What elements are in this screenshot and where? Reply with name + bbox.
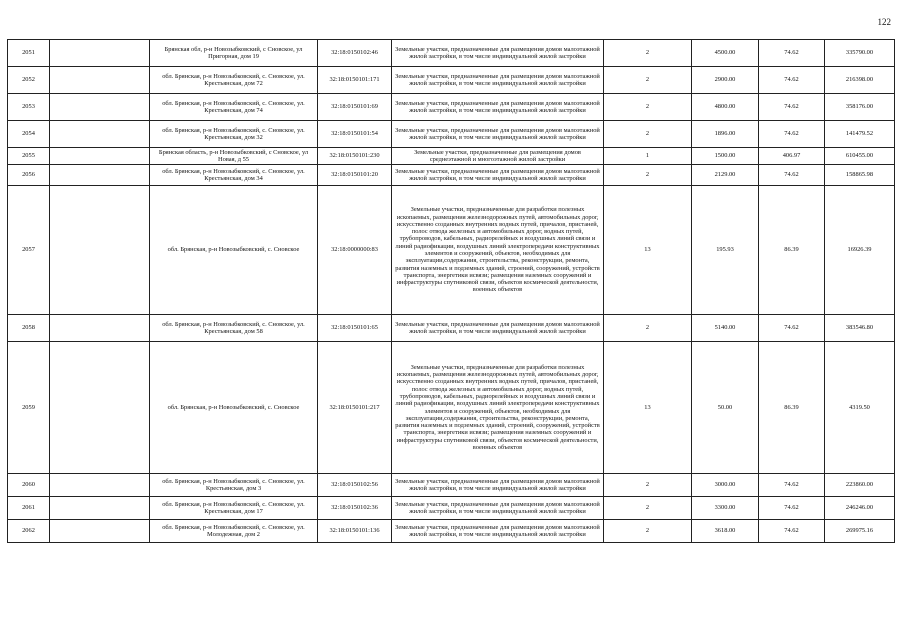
cadastral-value-cell: 335790.00	[825, 40, 895, 67]
empty-cell	[50, 342, 150, 474]
cadastral-value-cell: 158865.98	[825, 165, 895, 186]
area-cell: 5140.00	[692, 315, 759, 342]
table-row	[8, 165, 895, 186]
address-cell: обл. Брянская, р-н Новозыбковский, с. Сновское, ул. Крестьянская, дом 34	[150, 165, 318, 186]
rate-cell: 74.62	[759, 94, 825, 121]
permitted-use-cell: Земельные участки, предназначенные для разработки полезных ископаемых, размещения железнодорожных путей, автомобильных дорог, искусственно созданных внутренних водных путей, причалов, пристаней, полос отвода железных и автомобильных дорог, водных путей, трубопроводов, кабельных, радиорелейных и воздушных линий связи и линий радиофикации, воздушных линий электропередачи конструктивных элементов и сооружений, объектов, необходимых для эксплуатации,содержания, строительства, реконструкции, ремонта, развития наземных и подземных зданий, строений, сооружений, устройств транспорта, энергетики исвязи; размещения наземных сооружений и инфраструктуры спутниковой связи, объектов космической деятельности, военных объектов	[392, 186, 604, 315]
empty-cell	[50, 94, 150, 121]
empty-cell	[50, 148, 150, 165]
cadastral-value-cell: 216398.00	[825, 67, 895, 94]
permitted-use-cell: Земельные участки, предназначенные для размещения домов малоэтажной жилой застройки, в том числе индивидуальной жилой застройки	[392, 40, 604, 67]
empty-cell	[50, 315, 150, 342]
group-cell: 2	[604, 165, 692, 186]
rate-cell: 406.97	[759, 148, 825, 165]
permitted-use-cell: Земельные участки, предназначенные для размещения домов малоэтажной жилой застройки, в том числе индивидуальной жилой застройки	[392, 67, 604, 94]
table-row	[8, 497, 895, 520]
area-cell: 1896.00	[692, 121, 759, 148]
group-cell: 2	[604, 40, 692, 67]
address-cell: обл. Брянская, р-н Новозыбковский, с. Сновское	[150, 186, 318, 315]
area-cell: 2129.00	[692, 165, 759, 186]
area-cell: 4500.00	[692, 40, 759, 67]
table-row	[8, 186, 895, 315]
table-row	[8, 67, 895, 94]
cadastral-value-cell: 223860.00	[825, 474, 895, 497]
cadastral-value-cell: 269975.16	[825, 520, 895, 543]
address-cell: обл. Брянская, р-н Новозыбковский, с. Сновское, ул. Крестьянская, дом 3	[150, 474, 318, 497]
permitted-use-cell: Земельные участки, предназначенные для размещения домов малоэтажной жилой застройки, в том числе индивидуальной жилой застройки	[392, 520, 604, 543]
group-cell: 1	[604, 148, 692, 165]
cadastral-value-cell: 383546.80	[825, 315, 895, 342]
cadastral-number-cell: 32:18:0150101:20	[318, 165, 392, 186]
table-row	[8, 40, 895, 67]
area-cell: 1500.00	[692, 148, 759, 165]
rate-cell: 74.62	[759, 315, 825, 342]
area-cell: 3300.00	[692, 497, 759, 520]
address-cell: обл. Брянская, р-н Новозыбковский, с. Сновское	[150, 342, 318, 474]
table-row	[8, 342, 895, 474]
rate-cell: 86.39	[759, 186, 825, 315]
row-number: 2056	[8, 165, 50, 186]
table-row	[8, 315, 895, 342]
cadastral-number-cell: 32:18:0150101:54	[318, 121, 392, 148]
permitted-use-cell: Земельные участки, предназначенные для размещения домов малоэтажной жилой застройки, в том числе индивидуальной жилой застройки	[392, 497, 604, 520]
row-number: 2057	[8, 186, 50, 315]
address-cell: обл. Брянская, р-н Новозыбковский, с. Сновское, ул. Крестьянская, дом 74	[150, 94, 318, 121]
cadastral-value-cell: 141479.52	[825, 121, 895, 148]
table-row	[8, 148, 895, 165]
table-row	[8, 520, 895, 543]
empty-cell	[50, 520, 150, 543]
rate-cell: 74.62	[759, 121, 825, 148]
row-number: 2059	[8, 342, 50, 474]
row-number: 2054	[8, 121, 50, 148]
cadastral-value-cell: 358176.00	[825, 94, 895, 121]
address-cell: Брянская область, р-н Новозыбковский, с Сновское, ул Новая, д 55	[150, 148, 318, 165]
cadastral-number-cell: 32:18:0150101:217	[318, 342, 392, 474]
cadastral-number-cell: 32:18:0150102:56	[318, 474, 392, 497]
group-cell: 2	[604, 315, 692, 342]
area-cell: 2900.00	[692, 67, 759, 94]
cadastral-value-cell: 246246.00	[825, 497, 895, 520]
table-row	[8, 121, 895, 148]
group-cell: 13	[604, 342, 692, 474]
rate-cell: 74.62	[759, 520, 825, 543]
permitted-use-cell: Земельные участки, предназначенные для размещения домов малоэтажной жилой застройки, в том числе индивидуальной жилой застройки	[392, 121, 604, 148]
cadastral-value-table	[7, 39, 895, 543]
group-cell: 2	[604, 497, 692, 520]
empty-cell	[50, 497, 150, 520]
empty-cell	[50, 121, 150, 148]
row-number: 2051	[8, 40, 50, 67]
group-cell: 13	[604, 186, 692, 315]
row-number: 2062	[8, 520, 50, 543]
row-number: 2061	[8, 497, 50, 520]
permitted-use-cell: Земельные участки, предназначенные для размещения домов малоэтажной жилой застройки, в том числе индивидуальной жилой застройки	[392, 165, 604, 186]
group-cell: 2	[604, 121, 692, 148]
row-number: 2053	[8, 94, 50, 121]
row-number: 2052	[8, 67, 50, 94]
cadastral-value-cell: 16926.39	[825, 186, 895, 315]
area-cell: 4800.00	[692, 94, 759, 121]
permitted-use-cell: Земельные участки, предназначенные для разработки полезных ископаемых, размещения железнодорожных путей, автомобильных дорог, искусственно созданных внутренних водных путей, причалов, пристаней, полос отвода железных и автомобильных дорог, водных путей, трубопроводов, кабельных, радиорелейных и воздушных линий связи и линий радиофикации, воздушных линий электропередачи конструктивных элементов и сооружений, объектов, необходимых для эксплуатации,содержания, строительства, реконструкции, ремонта, развития наземных и подземных зданий, строений, сооружений, устройств транспорта, энергетики исвязи; размещения наземных сооружений и инфраструктуры спутниковой связи, объектов космической деятельности, военных объектов	[392, 342, 604, 474]
cadastral-number-cell: 32:18:0150101:69	[318, 94, 392, 121]
table-row	[8, 474, 895, 497]
rate-cell: 74.62	[759, 474, 825, 497]
address-cell: обл. Брянская, р-н Новозыбковский, с. Сновское, ул. Крестьянская, дом 32	[150, 121, 318, 148]
empty-cell	[50, 40, 150, 67]
cadastral-value-cell: 610455.00	[825, 148, 895, 165]
permitted-use-cell: Земельные участки, предназначенные для размещения домов малоэтажной жилой застройки, в том числе индивидуальной жилой застройки	[392, 474, 604, 497]
rate-cell: 74.62	[759, 165, 825, 186]
page-number: 122	[877, 17, 891, 27]
permitted-use-cell: Земельные участки, предназначенные для размещения домов малоэтажной жилой застройки, в том числе индивидуальной жилой застройки	[392, 94, 604, 121]
area-cell: 3000.00	[692, 474, 759, 497]
area-cell: 3618.00	[692, 520, 759, 543]
rate-cell: 74.62	[759, 40, 825, 67]
cadastral-number-cell: 32:18:0150101:136	[318, 520, 392, 543]
address-cell: обл. Брянская, р-н Новозыбковский, с. Сновское, ул. Молодежная, дом 2	[150, 520, 318, 543]
cadastral-value-cell: 4319.50	[825, 342, 895, 474]
empty-cell	[50, 67, 150, 94]
cadastral-number-cell: 32:18:0150102:46	[318, 40, 392, 67]
address-cell: обл. Брянская, р-н Новозыбковский, с. Сновское, ул. Крестьянская, дом 17	[150, 497, 318, 520]
table-row	[8, 94, 895, 121]
cadastral-number-cell: 32:18:0150101:171	[318, 67, 392, 94]
rate-cell: 74.62	[759, 67, 825, 94]
address-cell: обл. Брянская, р-н Новозыбковский, с. Сновское, ул. Крестьянская, дом 72	[150, 67, 318, 94]
permitted-use-cell: Земельные участки, предназначенные для размещения домов среднеэтажной и многоэтажной жилой застройки	[392, 148, 604, 165]
row-number: 2058	[8, 315, 50, 342]
cadastral-number-cell: 32:18:0000000:83	[318, 186, 392, 315]
permitted-use-cell: Земельные участки, предназначенные для размещения домов малоэтажной жилой застройки, в том числе индивидуальной жилой застройки	[392, 315, 604, 342]
group-cell: 2	[604, 67, 692, 94]
row-number: 2055	[8, 148, 50, 165]
group-cell: 2	[604, 94, 692, 121]
address-cell: обл. Брянская, р-н Новозыбковский, с. Сновское, ул. Крестьянская, дом 58	[150, 315, 318, 342]
empty-cell	[50, 474, 150, 497]
area-cell: 195.93	[692, 186, 759, 315]
cadastral-number-cell: 32:18:0150101:230	[318, 148, 392, 165]
row-number: 2060	[8, 474, 50, 497]
address-cell: Брянская обл, р-н Новозыбковский, с Сновское, ул Пригорная, дом 19	[150, 40, 318, 67]
empty-cell	[50, 165, 150, 186]
cadastral-number-cell: 32:18:0150101:65	[318, 315, 392, 342]
rate-cell: 74.62	[759, 497, 825, 520]
group-cell: 2	[604, 474, 692, 497]
group-cell: 2	[604, 520, 692, 543]
rate-cell: 86.39	[759, 342, 825, 474]
area-cell: 50.00	[692, 342, 759, 474]
cadastral-number-cell: 32:18:0150102:36	[318, 497, 392, 520]
empty-cell	[50, 186, 150, 315]
